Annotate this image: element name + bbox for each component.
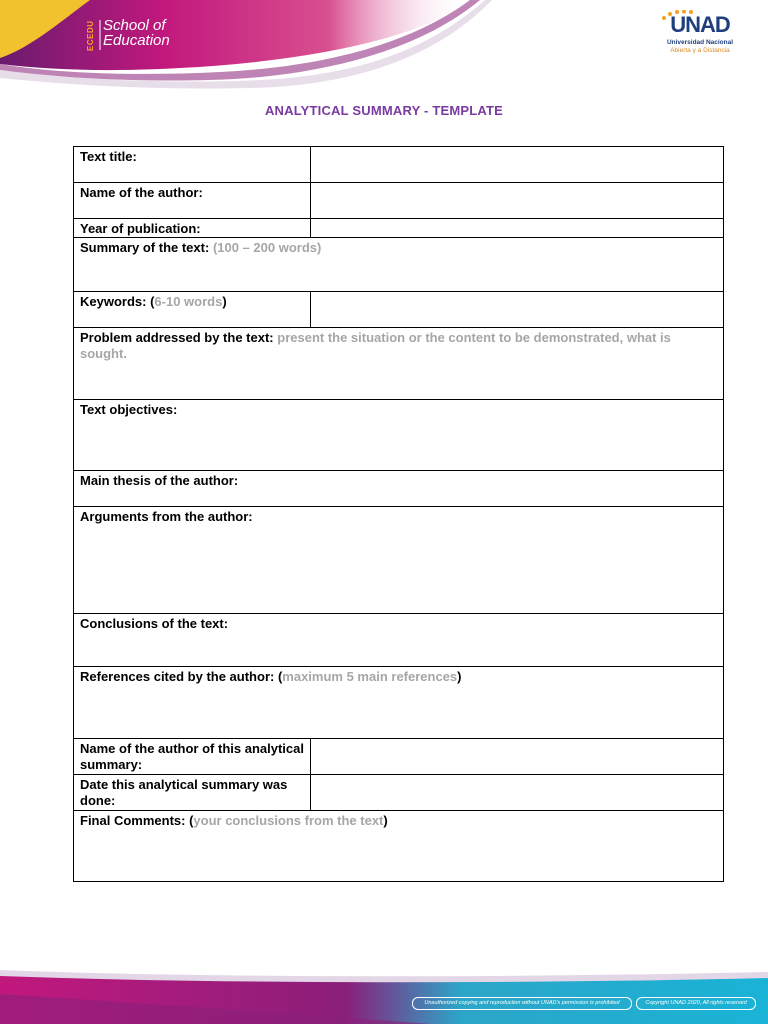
field-author-name[interactable] xyxy=(311,183,724,219)
row-summary-author xyxy=(74,739,724,775)
row-objectives[interactable] xyxy=(74,400,724,471)
cell-conclusions[interactable]: Conclusions of the text: xyxy=(74,614,724,667)
hint-references: maximum 5 main references xyxy=(282,669,458,684)
unad-logo xyxy=(658,10,742,58)
row-arguments[interactable] xyxy=(74,507,724,614)
label-references: References cited by the author: ( xyxy=(80,669,283,684)
cell-problem[interactable] xyxy=(74,328,724,400)
cell-summary[interactable] xyxy=(74,238,724,292)
field-text-title[interactable] xyxy=(311,147,724,183)
row-author-name xyxy=(74,183,724,219)
footer-copyright: Copyright UNAD 2020, All rights reserved xyxy=(636,997,756,1010)
hint-problem: present the situation or the content to be demonstrated, what is sought. xyxy=(80,330,671,361)
row-summary[interactable] xyxy=(74,238,724,292)
cell-thesis[interactable]: Main thesis of the author: xyxy=(74,471,724,507)
school-line-1: School of xyxy=(103,17,166,34)
cell-references[interactable] xyxy=(74,667,724,739)
row-year xyxy=(74,219,724,238)
label-references-close: ) xyxy=(457,669,462,684)
row-thesis[interactable] xyxy=(74,471,724,507)
label-year: Year of publication: xyxy=(74,219,311,238)
summary-form-table xyxy=(73,146,724,882)
row-problem[interactable] xyxy=(74,328,724,400)
label-author-name: Name of the author: xyxy=(74,183,311,219)
row-keywords xyxy=(74,292,724,328)
document-title: ANALYTICAL SUMMARY - TEMPLATE xyxy=(264,103,504,118)
row-conclusions[interactable] xyxy=(74,614,724,667)
field-keywords[interactable] xyxy=(311,292,724,328)
school-name xyxy=(103,18,170,48)
label-keywords: Keywords: ( xyxy=(80,294,155,309)
logo-wordmark: UNAD xyxy=(670,12,730,37)
cell-final-comments[interactable] xyxy=(74,811,724,882)
label-summary-author: Name of the author of this analytical summary: xyxy=(74,739,311,775)
footer-banner-graphic xyxy=(0,964,768,1024)
row-date-done xyxy=(74,775,724,811)
label-final-close: ) xyxy=(383,813,388,828)
logo-subtitle-1: Universidad Nacional xyxy=(666,39,734,46)
label-date-done: Date this analytical summary was done: xyxy=(74,775,311,811)
row-references[interactable] xyxy=(74,667,724,739)
row-text-title xyxy=(74,147,724,183)
page-footer xyxy=(0,964,768,1024)
label-text-title: Text title: xyxy=(74,147,311,183)
row-final-comments[interactable] xyxy=(74,811,724,882)
cell-arguments[interactable]: Arguments from the author: xyxy=(74,507,724,614)
hint-keywords: 6-10 words xyxy=(154,294,223,309)
field-year[interactable] xyxy=(311,219,724,238)
label-summary: Summary of the text: xyxy=(80,240,210,255)
logo-subtitle-2: Abierta y a Distancia xyxy=(670,47,730,54)
cell-objectives[interactable]: Text objectives: xyxy=(74,400,724,471)
faculty-code: ECEDU xyxy=(86,20,95,52)
page-header xyxy=(0,0,768,90)
label-final-comments: Final Comments: ( xyxy=(80,813,194,828)
hint-final-comments: your conclusions from the text xyxy=(193,813,384,828)
field-date-done[interactable] xyxy=(311,775,724,811)
label-keywords-cell xyxy=(74,292,311,328)
field-summary-author[interactable] xyxy=(311,739,724,775)
label-keywords-close: ) xyxy=(222,294,227,309)
hint-summary: (100 – 200 words) xyxy=(212,240,322,255)
school-line-2: Education xyxy=(103,32,170,49)
label-problem: Problem addressed by the text: xyxy=(80,330,274,345)
footer-notice: Unauthorized copying and reproduction without UNAD's permission is prohibited xyxy=(412,997,632,1010)
